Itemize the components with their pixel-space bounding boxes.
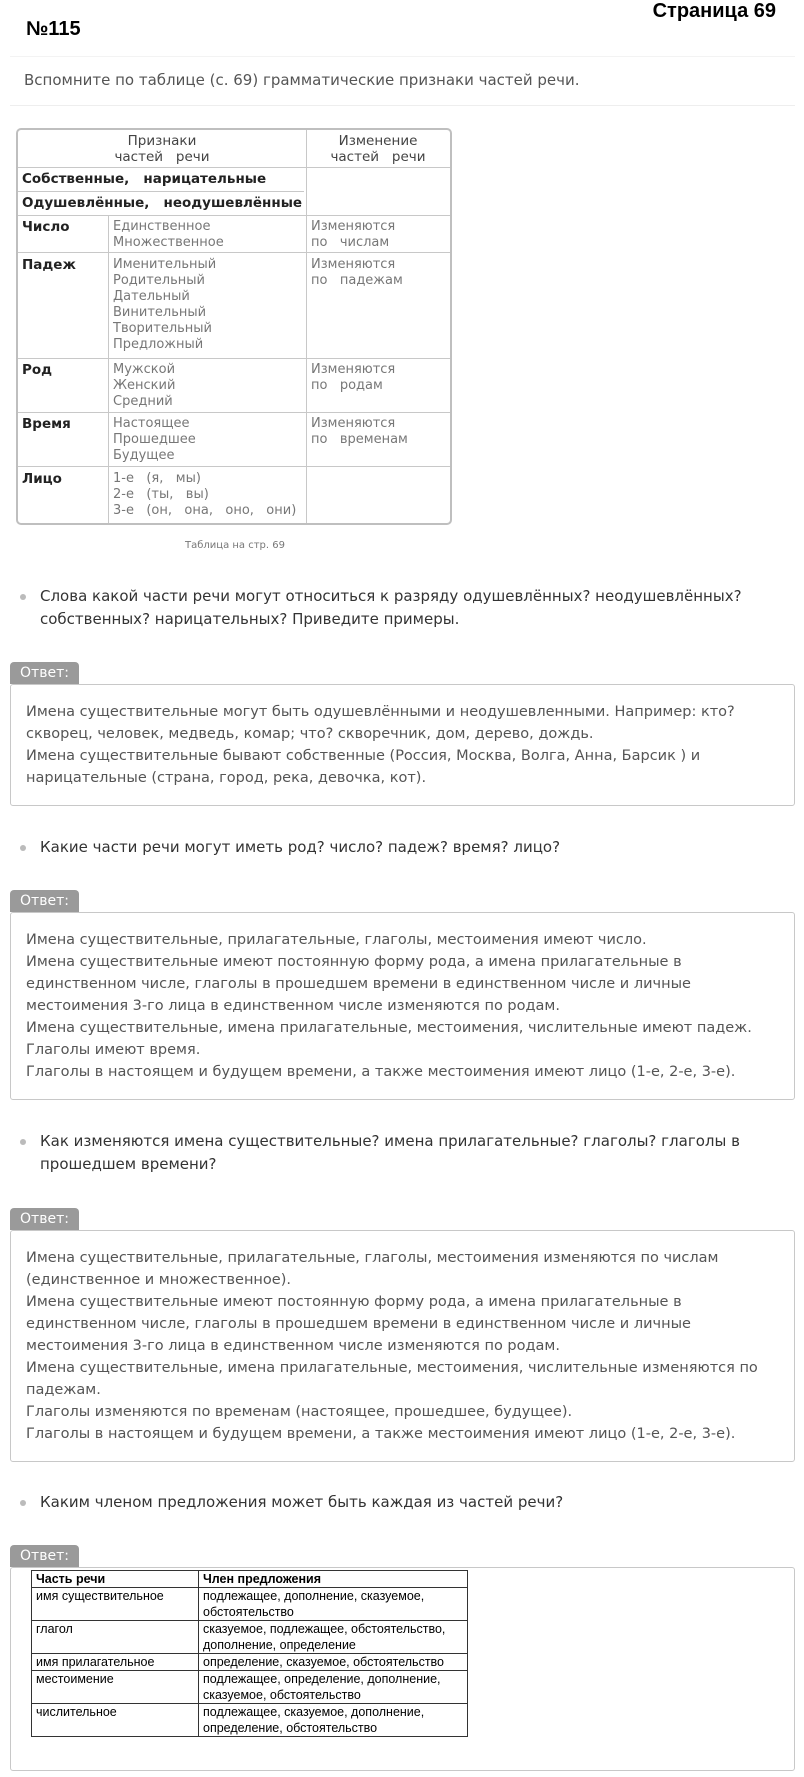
row-proper-common: Собственные, нарицательные: [22, 171, 267, 187]
answer-paragraph: Глаголы изменяются по временам (настоящее, прошедшее, будущее).: [26, 1404, 573, 1420]
answer-label: Ответ:: [10, 1208, 79, 1230]
row-values-tense: Настоящее Прошедшее Будущее: [113, 416, 196, 463]
row-change-case: Изменяются по падежам: [311, 257, 403, 288]
grammar-features-table: [16, 128, 452, 525]
answer-paragraph: Имена существительные бывают собственные (Россия, Москва, Волга, Анна, Барсик ) и нарицательные (страна, город, река, девочка, кот).: [26, 748, 701, 786]
question-text: Каким членом предложения может быть каждая из частей речи?: [40, 1493, 564, 1511]
answer-box-2: [10, 912, 795, 1100]
cell-part: имя существительное: [32, 1588, 199, 1621]
task-text: Вспомните по таблице (с. 69) грамматические признаки частей речи.: [24, 71, 580, 89]
cell-part: глагол: [32, 1621, 199, 1654]
row-name-case: Падеж: [22, 257, 76, 273]
answer-label: Ответ:: [10, 662, 79, 684]
question-4: [20, 1491, 780, 1514]
answer-paragraph: Имена существительные, прилагательные, глаголы, местоимения изменяются по числам (единственное и множественное).: [26, 1250, 719, 1288]
table-row: [32, 1621, 468, 1654]
cell-member: подлежащее, определение, дополнение, сказуемое, обстоятельство: [199, 1671, 468, 1704]
table-row: [32, 1671, 468, 1704]
row-change-tense: Изменяются по временам: [311, 416, 408, 447]
answer-label: Ответ:: [10, 1545, 79, 1567]
question-text: Слова какой части речи могут относиться к разряду одушевлённых? неодушевлённых? собственных? нарицательных? Приведите примеры.: [40, 587, 742, 628]
cell-member: определение, сказуемое, обстоятельство: [199, 1654, 468, 1671]
row-values-case: Именительный Родительный Дательный Винительный Творительный Предложный: [113, 257, 217, 352]
row-change-number: Изменяются по числам: [311, 219, 396, 250]
table-row: [32, 1588, 468, 1621]
table-caption: Таблица на стр. 69: [184, 540, 285, 551]
answer-paragraph: Глаголы в настоящем и будущем времени, а также местоимения имеют лицо (1-е, 2-е, 3-е).: [26, 1064, 736, 1080]
row-name-person: Лицо: [22, 471, 62, 487]
answer-box-3: [10, 1230, 795, 1462]
answer-paragraph: Глаголы в настоящем и будущем времени, а также местоимения имеют лицо (1-е, 2-е, 3-е).: [26, 1426, 736, 1442]
row-name-tense: Время: [22, 416, 71, 432]
bullet-icon: [20, 1500, 26, 1506]
row-values-number: Единственное Множественное: [113, 219, 224, 250]
header-sentence-member: Член предложения: [199, 1571, 468, 1588]
answer-paragraph: Имена существительные имеют постоянную форму рода, а имена прилагательные в единственном числе, глаголы в прошедшем времени в единственном числе и личные местоимения 3-го лица в единственном числе изменяются по родам.: [26, 1294, 691, 1354]
answer-paragraph: Имена существительные, имена прилагательные, местоимения, числительные изменяются по падежам.: [26, 1360, 758, 1398]
cell-part: имя прилагательное: [32, 1654, 199, 1671]
question-text: Как изменяются имена существительные? имена прилагательные? глаголы? глаголы в прошедшем времени?: [40, 1132, 740, 1173]
table-header-row: [32, 1571, 468, 1588]
bullet-icon: [20, 845, 26, 851]
row-values-gender: Мужской Женский Средний: [113, 362, 176, 409]
bullet-icon: [20, 1139, 26, 1145]
question-1: [20, 585, 780, 631]
question-2: [20, 836, 780, 859]
cell-member: подлежащее, сказуемое, дополнение, определение, обстоятельство: [199, 1704, 468, 1737]
answer-paragraph: Имена существительные могут быть одушевлёнными и неодушевленными. Например: кто? скворец, человек, медведь, комар; что? скворечник, дом, дерево, дождь.: [26, 704, 735, 742]
exercise-number: №115: [26, 18, 81, 40]
row-name-gender: Род: [22, 362, 53, 378]
answer-label: Ответ:: [10, 890, 79, 912]
parts-of-speech-table: [31, 1570, 468, 1737]
answer-paragraph: Имена существительные, имена прилагательные, местоимения, числительные имеют падеж.: [26, 1020, 752, 1036]
question-text: Какие части речи могут иметь род? число? падеж? время? лицо?: [40, 838, 561, 856]
question-3: [20, 1130, 780, 1176]
row-values-person: 1-е (я, мы) 2-е (ты, вы) 3-е (он, она, оно, они): [113, 471, 297, 518]
row-name-number: Число: [22, 219, 70, 235]
task-statement: [10, 56, 795, 106]
answer-box-1: [10, 684, 795, 806]
row-animate: Одушевлённые, неодушевлённые: [22, 195, 303, 211]
cell-part: местоимение: [32, 1671, 199, 1704]
answer-paragraph: Имена существительные, прилагательные, глаголы, местоимения имеют число.: [26, 932, 647, 948]
row-change-gender: Изменяются по родам: [311, 362, 396, 393]
header-part-of-speech: Часть речи: [32, 1571, 199, 1588]
table-row: [32, 1654, 468, 1671]
head-change: Изменение частей речи: [330, 133, 426, 165]
table-row: [32, 1704, 468, 1737]
answer-paragraph: Имена существительные имеют постоянную форму рода, а имена прилагательные в единственном числе, глаголы в прошедшем времени в единственном числе и личные местоимения 3-го лица в единственном числе изменяются по родам.: [26, 954, 691, 1014]
bullet-icon: [20, 594, 26, 600]
cell-member: сказуемое, подлежащее, обстоятельство, дополнение, определение: [199, 1621, 468, 1654]
cell-member: подлежащее, дополнение, сказуемое, обстоятельство: [199, 1588, 468, 1621]
head-features: Признаки частей речи: [114, 133, 210, 165]
answer-paragraph: Глаголы имеют время.: [26, 1042, 201, 1058]
cell-part: числительное: [32, 1704, 199, 1737]
page-number: Страница 69: [652, 0, 776, 22]
